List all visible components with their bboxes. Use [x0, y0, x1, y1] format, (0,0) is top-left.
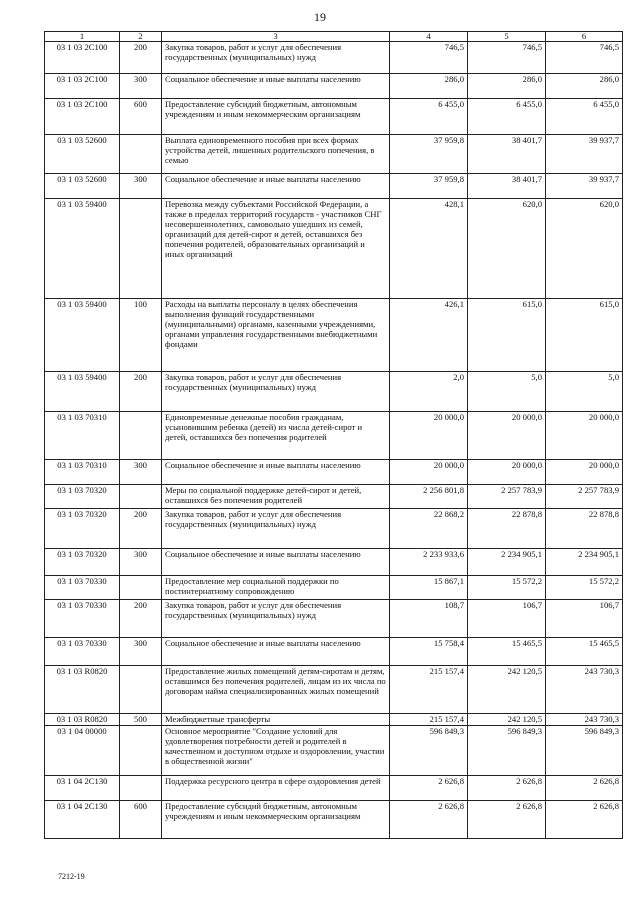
table-row	[45, 372, 623, 412]
row-expense-type: 200	[120, 600, 162, 638]
table-row	[45, 576, 623, 600]
row-value-2019: 2,0	[390, 372, 468, 412]
row-expense-type	[120, 135, 162, 174]
row-name: Основное мероприятие "Создание условий для удовлетворения потребности детей и родителей в качественном и доступном отдыхе и оздоровлении, участии в общественной жизни"	[162, 726, 390, 776]
row-code: 03 1 03 52600	[45, 135, 120, 174]
row-value-2021: 596 849,3	[546, 726, 623, 776]
row-expense-type	[120, 199, 162, 299]
budget-table	[44, 31, 623, 839]
row-value-2019: 2 233 933,6	[390, 549, 468, 576]
table-row	[45, 638, 623, 666]
table-row	[45, 174, 623, 199]
column-number-header-row	[45, 32, 623, 42]
row-name: Закупка товаров, работ и услуг для обеспечения государственных (муниципальных) нужд	[162, 372, 390, 412]
row-code: 03 1 03 70330	[45, 600, 120, 638]
row-value-2020: 20 000,0	[468, 412, 546, 460]
row-value-2021: 39 937,7	[546, 174, 623, 199]
row-expense-type	[120, 576, 162, 600]
row-code: 03 1 03 R0820	[45, 714, 120, 726]
table-row	[45, 726, 623, 776]
row-expense-type	[120, 412, 162, 460]
row-code: 03 1 03 70320	[45, 549, 120, 576]
row-value-2020: 746,5	[468, 42, 546, 74]
row-code: 03 1 03 70310	[45, 460, 120, 485]
row-value-2021: 20 000,0	[546, 460, 623, 485]
page-number: 19	[314, 10, 326, 24]
row-name: Социальное обеспечение и иные выплаты населению	[162, 74, 390, 99]
row-value-2020: 286,0	[468, 74, 546, 99]
row-value-2021: 5,0	[546, 372, 623, 412]
row-value-2021: 2 257 783,9	[546, 485, 623, 509]
table-row	[45, 776, 623, 801]
row-code: 03 1 03 70330	[45, 576, 120, 600]
row-code: 03 1 03 70330	[45, 638, 120, 666]
row-code: 03 1 03 R0820	[45, 666, 120, 714]
column-header: 4	[390, 32, 468, 42]
row-expense-type: 100	[120, 299, 162, 372]
row-expense-type: 200	[120, 509, 162, 549]
row-code: 03 1 04 2С130	[45, 776, 120, 801]
column-header: 5	[468, 32, 546, 42]
row-name: Предоставление мер социальной поддержки по постинтернатному сопровождению	[162, 576, 390, 600]
row-value-2021: 243 730,3	[546, 714, 623, 726]
row-name: Меры по социальной поддержке детей-сирот и детей, оставшихся без попечения родителей	[162, 485, 390, 509]
table-row	[45, 299, 623, 372]
row-code: 03 1 03 2С100	[45, 99, 120, 135]
row-value-2020: 242 120,5	[468, 666, 546, 714]
row-expense-type: 300	[120, 460, 162, 485]
row-name: Закупка товаров, работ и услуг для обеспечения государственных (муниципальных) нужд	[162, 600, 390, 638]
column-header: 6	[546, 32, 623, 42]
row-value-2021: 243 730,3	[546, 666, 623, 714]
row-value-2020: 2 257 783,9	[468, 485, 546, 509]
row-value-2019: 6 455,0	[390, 99, 468, 135]
row-value-2019: 15 867,1	[390, 576, 468, 600]
table-row	[45, 99, 623, 135]
row-name: Выплата единовременного пособия при всех формах устройства детей, лишенных родительского попечения, в семью	[162, 135, 390, 174]
row-code: 03 1 03 2С100	[45, 42, 120, 74]
row-value-2020: 2 234 905,1	[468, 549, 546, 576]
row-value-2021: 746,5	[546, 42, 623, 74]
row-value-2020: 6 455,0	[468, 99, 546, 135]
row-name: Перевозка между субъектами Российской Федерации, а также в пределах территорий государств - участников СНГ несовершеннолетних, самовольно ушедших из семей, организаций для детей-сирот и детей, оставшихся без попечения родителей, образовательных организаций и иных организаций	[162, 199, 390, 299]
row-expense-type: 300	[120, 638, 162, 666]
table-row	[45, 666, 623, 714]
table-row	[45, 199, 623, 299]
row-value-2019: 2 626,8	[390, 801, 468, 839]
row-value-2019: 22 868,2	[390, 509, 468, 549]
row-name: Социальное обеспечение и иные выплаты населению	[162, 174, 390, 199]
row-code: 03 1 03 59400	[45, 199, 120, 299]
row-expense-type: 200	[120, 42, 162, 74]
row-expense-type: 600	[120, 801, 162, 839]
table-row	[45, 74, 623, 99]
row-value-2019: 2 256 801,8	[390, 485, 468, 509]
row-value-2020: 38 401,7	[468, 174, 546, 199]
row-code: 03 1 03 70320	[45, 509, 120, 549]
row-value-2021: 2 626,8	[546, 801, 623, 839]
row-value-2021: 20 000,0	[546, 412, 623, 460]
row-name: Закупка товаров, работ и услуг для обеспечения государственных (муниципальных) нужд	[162, 509, 390, 549]
row-value-2020: 2 626,8	[468, 801, 546, 839]
row-value-2019: 20 000,0	[390, 460, 468, 485]
row-code: 03 1 03 59400	[45, 299, 120, 372]
column-header: 2	[120, 32, 162, 42]
row-code: 03 1 04 2С130	[45, 801, 120, 839]
row-expense-type	[120, 666, 162, 714]
row-value-2020: 22 878,8	[468, 509, 546, 549]
row-value-2020: 242 120,5	[468, 714, 546, 726]
row-value-2019: 108,7	[390, 600, 468, 638]
table-row	[45, 714, 623, 726]
row-value-2021: 106,7	[546, 600, 623, 638]
row-name: Межбюджетные трансферты	[162, 714, 390, 726]
row-value-2021: 15 572,2	[546, 576, 623, 600]
row-value-2019: 37 959,8	[390, 135, 468, 174]
row-value-2019: 215 157,4	[390, 666, 468, 714]
row-code: 03 1 03 70310	[45, 412, 120, 460]
table-row	[45, 600, 623, 638]
row-value-2020: 2 626,8	[468, 776, 546, 801]
row-value-2019: 2 626,8	[390, 776, 468, 801]
row-expense-type: 500	[120, 714, 162, 726]
row-value-2019: 596 849,3	[390, 726, 468, 776]
row-value-2021: 2 234 905,1	[546, 549, 623, 576]
table-row	[45, 135, 623, 174]
row-code: 03 1 03 2С100	[45, 74, 120, 99]
document-code: 7212-19	[58, 872, 85, 881]
row-value-2020: 15 572,2	[468, 576, 546, 600]
row-value-2019: 215 157,4	[390, 714, 468, 726]
column-header: 1	[45, 32, 120, 42]
row-value-2019: 428,1	[390, 199, 468, 299]
row-value-2020: 596 849,3	[468, 726, 546, 776]
row-expense-type: 300	[120, 549, 162, 576]
row-name: Предоставление субсидий бюджетным, автономным учреждениям и иным некоммерческим организациям	[162, 99, 390, 135]
row-expense-type	[120, 776, 162, 801]
row-name: Социальное обеспечение и иные выплаты населению	[162, 460, 390, 485]
column-header: 3	[162, 32, 390, 42]
table-row	[45, 509, 623, 549]
row-name: Поддержка ресурсного центра в сфере оздоровления детей	[162, 776, 390, 801]
row-name: Социальное обеспечение и иные выплаты населению	[162, 638, 390, 666]
row-value-2021: 2 626,8	[546, 776, 623, 801]
row-value-2020: 20 000,0	[468, 460, 546, 485]
row-name: Расходы на выплаты персоналу в целях обеспечения выполнения функций государственными (муниципальными) органами, казенными учреждениями, органами управления государственными внебюджетными фондами	[162, 299, 390, 372]
row-name: Предоставление субсидий бюджетным, автономным учреждениям и иным некоммерческим организациям	[162, 801, 390, 839]
row-code: 03 1 03 59400	[45, 372, 120, 412]
row-value-2021: 39 937,7	[546, 135, 623, 174]
row-expense-type: 300	[120, 74, 162, 99]
table-row	[45, 460, 623, 485]
row-expense-type: 300	[120, 174, 162, 199]
row-name: Социальное обеспечение и иные выплаты населению	[162, 549, 390, 576]
row-expense-type	[120, 726, 162, 776]
table-row	[45, 485, 623, 509]
row-code: 03 1 03 52600	[45, 174, 120, 199]
row-value-2020: 615,0	[468, 299, 546, 372]
row-value-2019: 426,1	[390, 299, 468, 372]
row-expense-type: 200	[120, 372, 162, 412]
row-value-2019: 15 758,4	[390, 638, 468, 666]
row-value-2021: 615,0	[546, 299, 623, 372]
row-value-2019: 286,0	[390, 74, 468, 99]
row-value-2021: 22 878,8	[546, 509, 623, 549]
row-value-2020: 106,7	[468, 600, 546, 638]
table-row	[45, 549, 623, 576]
row-expense-type: 600	[120, 99, 162, 135]
table-row	[45, 412, 623, 460]
table-row	[45, 801, 623, 839]
row-value-2020: 620,0	[468, 199, 546, 299]
row-name: Закупка товаров, работ и услуг для обеспечения государственных (муниципальных) нужд	[162, 42, 390, 74]
row-value-2021: 286,0	[546, 74, 623, 99]
row-value-2021: 6 455,0	[546, 99, 623, 135]
row-name: Единовременные денежные пособия гражданам, усыновившим ребенка (детей) из числа детей-сирот и детей, оставшихся без попечения родителей	[162, 412, 390, 460]
table-row	[45, 42, 623, 74]
row-name: Предоставление жилых помещений детям-сиротам и детям, оставшимся без попечения родителей, лицам из их числа по договорам найма специализированных жилых помещений	[162, 666, 390, 714]
row-expense-type	[120, 485, 162, 509]
row-value-2021: 620,0	[546, 199, 623, 299]
row-value-2019: 20 000,0	[390, 412, 468, 460]
row-value-2020: 5,0	[468, 372, 546, 412]
row-value-2019: 746,5	[390, 42, 468, 74]
row-value-2020: 15 465,5	[468, 638, 546, 666]
row-value-2019: 37 959,8	[390, 174, 468, 199]
row-value-2020: 38 401,7	[468, 135, 546, 174]
row-code: 03 1 03 70320	[45, 485, 120, 509]
row-value-2021: 15 465,5	[546, 638, 623, 666]
row-code: 03 1 04 00000	[45, 726, 120, 776]
